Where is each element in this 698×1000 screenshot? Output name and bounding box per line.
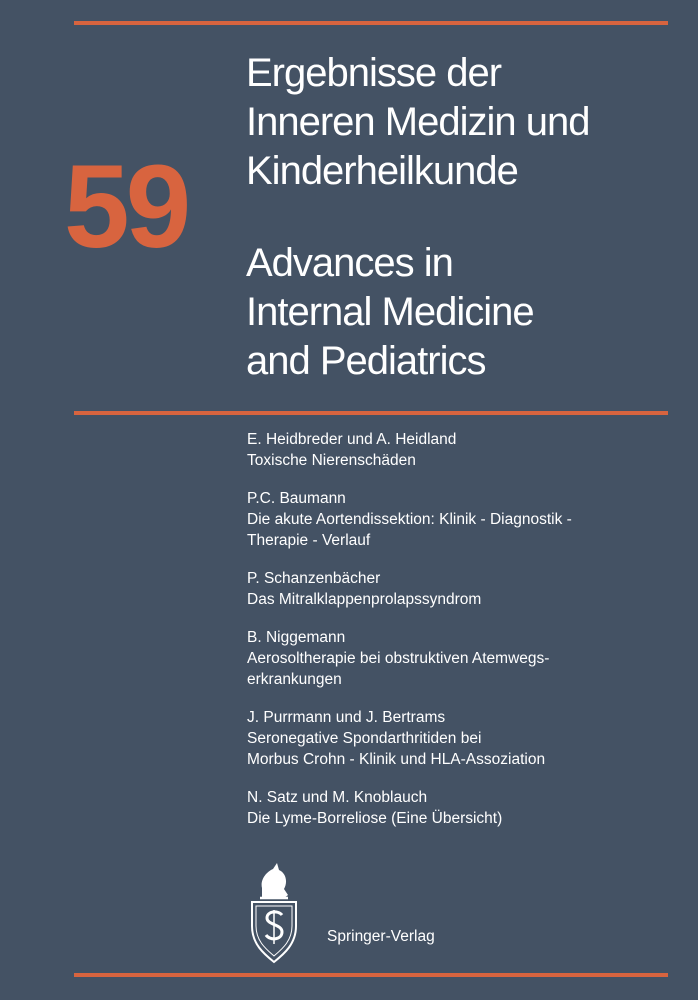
contents-entry [247,568,667,610]
title-english-line: Advances in [246,241,453,285]
volume-number: 59 [64,141,188,273]
title-german-line: Ergebnisse der [246,51,502,95]
entry-authors: E. Heidbreder und A. Heidland [247,431,457,448]
contents-entry [247,627,667,690]
entry-authors: P. Schanzenbächer [247,570,381,587]
contents-entry [247,488,667,551]
publisher-name: Springer-Verlag [327,928,435,945]
title-german-line: Kinderheilkunde [246,149,518,193]
title-english-line: Internal Medicine [246,290,534,334]
entry-authors: N. Satz und M. Knoblauch [247,789,428,806]
contents-list [247,429,667,846]
entry-title: Die Lyme-Borreliose (Eine Übersicht) [247,810,503,827]
title-german-line: Inneren Medizin und [246,100,590,144]
entry-title: Toxische Nierenschäden [247,452,416,469]
entry-title: Das Mitralklappenprolapssyndrom [247,591,482,608]
top-rule [74,21,668,25]
entry-title: Aerosoltherapie bei obstruktiven Atemwegs- [247,650,550,667]
middle-rule [74,411,668,415]
contents-entry [247,429,667,471]
springer-knight-logo-icon [240,858,310,968]
title-english-line: and Pediatrics [246,339,486,383]
title-german [246,49,589,196]
contents-entry [247,787,667,829]
publisher-block [240,858,480,968]
entry-authors: B. Niggemann [247,629,346,646]
entry-title: Die akute Aortendissektion: Klinik - Diagnostik - [247,511,572,528]
entry-title: Therapie - Verlauf [247,532,371,549]
title-english [246,239,534,386]
bottom-rule [74,973,668,977]
contents-entry [247,707,667,770]
entry-authors: P.C. Baumann [247,490,346,507]
entry-authors: J. Purrmann und J. Bertrams [247,709,446,726]
entry-title: Morbus Crohn - Klinik und HLA-Assoziation [247,751,546,768]
entry-title: Seronegative Spondarthritiden bei [247,730,482,747]
entry-title: erkrankungen [247,671,342,688]
